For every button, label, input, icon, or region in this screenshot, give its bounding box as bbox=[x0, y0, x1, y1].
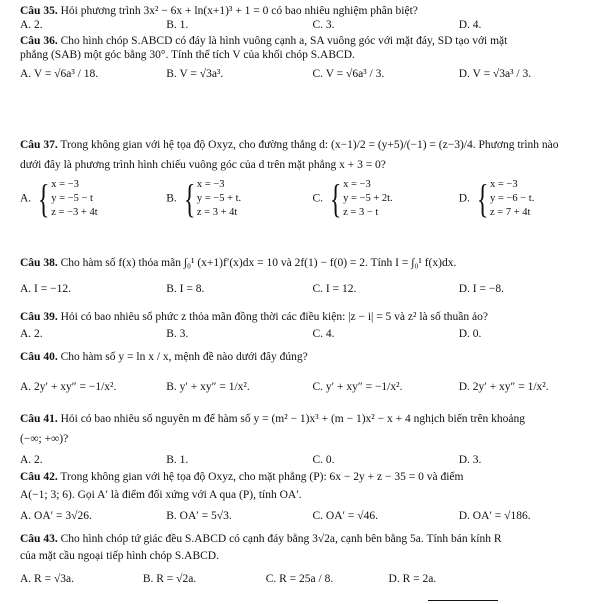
option-d[interactable]: D. 2y′ + xy″ = 1/x². bbox=[458, 381, 549, 394]
question-label: Câu 41. bbox=[20, 413, 58, 425]
answer-options bbox=[20, 572, 605, 586]
answer-options bbox=[20, 177, 605, 221]
option-c[interactable]: C. I = 12. bbox=[312, 283, 357, 296]
question-37 bbox=[20, 138, 605, 221]
option-d[interactable]: D. { x = −3 y = −6 − t. z = 7 + 4t bbox=[458, 175, 535, 221]
question-stem-line-1: Cho hình chóp tứ giác đều S.ABCD có cạnh đáy bằng 3√2a, cạnh bên bằng 5a. Tính bán kính R bbox=[60, 533, 502, 545]
option-b[interactable]: B. 3. bbox=[166, 328, 189, 341]
option-b[interactable]: B. 1. bbox=[166, 453, 189, 466]
question-stem-line-2: phẳng (SAB) một góc bằng 30°. Tính thể tích V của khối chóp S.ABCD. bbox=[20, 49, 355, 62]
option-b[interactable]: B. V = √3a³. bbox=[166, 67, 224, 80]
system-line: z = 3 − t bbox=[343, 206, 379, 218]
system-line: y = −6 − t. bbox=[490, 192, 535, 204]
question-label: Câu 37. bbox=[20, 139, 58, 151]
answer-options bbox=[20, 453, 605, 467]
option-c[interactable]: C. OA′ = √46. bbox=[312, 509, 378, 522]
answer-options bbox=[20, 282, 605, 296]
system-line: y = −5 − t bbox=[51, 192, 93, 204]
question-35 bbox=[20, 4, 605, 33]
system-line: z = 3 + 4t bbox=[196, 206, 238, 218]
question-label: Câu 35. bbox=[20, 5, 58, 17]
question-stem-line-1: Cho hình chóp S.ABCD có đáy là hình vuông cạnh a, SA vuông góc với mặt đáy, SD tạo với mặt bbox=[60, 35, 508, 47]
option-c[interactable]: C. V = √6a³ / 3. bbox=[312, 67, 385, 80]
question-stem-line-1: Hỏi có bao nhiêu số nguyên m để hàm số y = (m² − 1)x³ + (m − 1)x² − x + 4 nghịch biến trên khoảng bbox=[60, 413, 526, 425]
option-a[interactable]: A. 2. bbox=[20, 328, 43, 341]
system-line: x = −3 bbox=[51, 178, 79, 190]
option-a[interactable]: A. V = √6a³ / 18. bbox=[20, 67, 99, 80]
option-a[interactable]: A. 2. bbox=[20, 453, 43, 466]
question-stem-line-1: Trong không gian với hệ tọa độ Oxyz, cho mặt phẳng (P): 6x − 2y + z − 35 = 0 và điểm bbox=[60, 471, 464, 483]
question-stem: Cho hàm số f(x) thỏa mãn ∫₀¹ (x+1)f′(x)dx = 10 và 2f(1) − f(0) = 2. Tính I = ∫₀¹ f(x)dx. bbox=[60, 257, 457, 269]
system-line: y = −5 + t. bbox=[196, 192, 242, 204]
question-stem-line-2: A(−1; 3; 6). Gọi A′ là điểm đối xứng với A qua (P), tính OA′. bbox=[20, 489, 302, 502]
question-label: Câu 36. bbox=[20, 35, 58, 47]
question-label: Câu 42. bbox=[20, 471, 58, 483]
option-a[interactable]: A. 2y′ + xy″ = −1/x². bbox=[20, 381, 117, 394]
option-a[interactable]: A. I = −12. bbox=[20, 283, 71, 296]
answer-options bbox=[20, 327, 605, 341]
question-43 bbox=[20, 532, 605, 586]
system-line: y = −5 + 2t. bbox=[343, 192, 393, 204]
question-42 bbox=[20, 470, 605, 523]
option-b[interactable]: B. y′ + xy″ = 1/x². bbox=[166, 381, 250, 394]
system-line: z = 7 + 4t bbox=[490, 206, 531, 218]
option-d[interactable]: D. I = −8. bbox=[458, 283, 504, 296]
question-stem: Hỏi có bao nhiêu số phức z thỏa mãn đồng thời các điều kiện: |z − i| = 5 và z² là số thuần ảo? bbox=[60, 311, 488, 323]
question-stem: Hỏi phương trình 3x² − 6x + ln(x+1)³ + 1 = 0 có bao nhiêu nghiệm phân biệt? bbox=[60, 5, 418, 17]
option-b[interactable]: B. 1. bbox=[166, 19, 189, 32]
question-stem-line-1: Trong không gian với hệ tọa độ Oxyz, cho đường thẳng d: (x−1)/2 = (y+5)/(−1) = (z−3)/4. Phương trình nào bbox=[60, 139, 559, 151]
question-36 bbox=[20, 34, 605, 81]
question-39 bbox=[20, 310, 605, 342]
option-c[interactable]: C. 3. bbox=[312, 19, 335, 32]
question-stem-line-2: của mặt cầu ngoại tiếp hình chóp S.ABCD. bbox=[20, 550, 219, 563]
system-line: x = −3 bbox=[490, 178, 518, 190]
option-a[interactable]: A. OA′ = 3√26. bbox=[20, 509, 92, 522]
option-d[interactable]: D. V = √3a³ / 3. bbox=[458, 67, 532, 80]
system-line: x = −3 bbox=[343, 178, 371, 190]
question-label: Câu 38. bbox=[20, 257, 58, 269]
system-line: z = −3 + 4t bbox=[51, 206, 98, 218]
answer-options bbox=[20, 67, 605, 81]
option-b[interactable]: B. { x = −3 y = −5 + t. z = 3 + 4t bbox=[166, 175, 242, 221]
question-label: Câu 43. bbox=[20, 533, 58, 545]
question-38 bbox=[20, 256, 605, 297]
system-line: x = −3 bbox=[196, 178, 225, 190]
option-a[interactable]: A. 2. bbox=[20, 19, 43, 32]
question-40 bbox=[20, 350, 605, 395]
option-c[interactable]: C. { x = −3 y = −5 + 2t. z = 3 − t bbox=[312, 175, 393, 221]
question-stem: Cho hàm số y = ln x / x, mệnh đề nào dưới đây đúng? bbox=[60, 351, 308, 363]
question-label: Câu 40. bbox=[20, 351, 58, 363]
option-b[interactable]: B. R = √2a. bbox=[142, 572, 197, 585]
option-a[interactable]: A. R = √3a. bbox=[20, 572, 75, 585]
option-b[interactable]: B. OA′ = 5√3. bbox=[166, 509, 232, 522]
option-c[interactable]: C. 0. bbox=[312, 453, 335, 466]
answer-options bbox=[20, 380, 605, 394]
option-d[interactable]: D. OA′ = √186. bbox=[458, 509, 531, 522]
option-d[interactable]: D. 0. bbox=[458, 328, 482, 341]
option-d[interactable]: D. 3. bbox=[458, 453, 482, 466]
footer-rule bbox=[428, 600, 498, 601]
option-c[interactable]: C. R = 25a / 8. bbox=[265, 572, 334, 585]
answer-options bbox=[20, 18, 605, 32]
question-label: Câu 39. bbox=[20, 311, 58, 323]
option-c[interactable]: C. 4. bbox=[312, 328, 335, 341]
option-c[interactable]: C. y′ + xy″ = −1/x². bbox=[312, 381, 403, 394]
option-b[interactable]: B. I = 8. bbox=[166, 283, 205, 296]
question-stem-line-2: dưới đây là phương trình hình chiếu vuông góc của d trên mặt phẳng x + 3 = 0? bbox=[20, 159, 386, 172]
option-a[interactable]: A. { x = −3 y = −5 − t z = −3 + 4t bbox=[20, 175, 98, 221]
question-stem-line-2: (−∞; +∞)? bbox=[20, 433, 69, 446]
option-d[interactable]: D. R = 2a. bbox=[388, 572, 437, 585]
answer-options bbox=[20, 509, 605, 523]
option-d[interactable]: D. 4. bbox=[458, 19, 482, 32]
question-41 bbox=[20, 412, 605, 467]
